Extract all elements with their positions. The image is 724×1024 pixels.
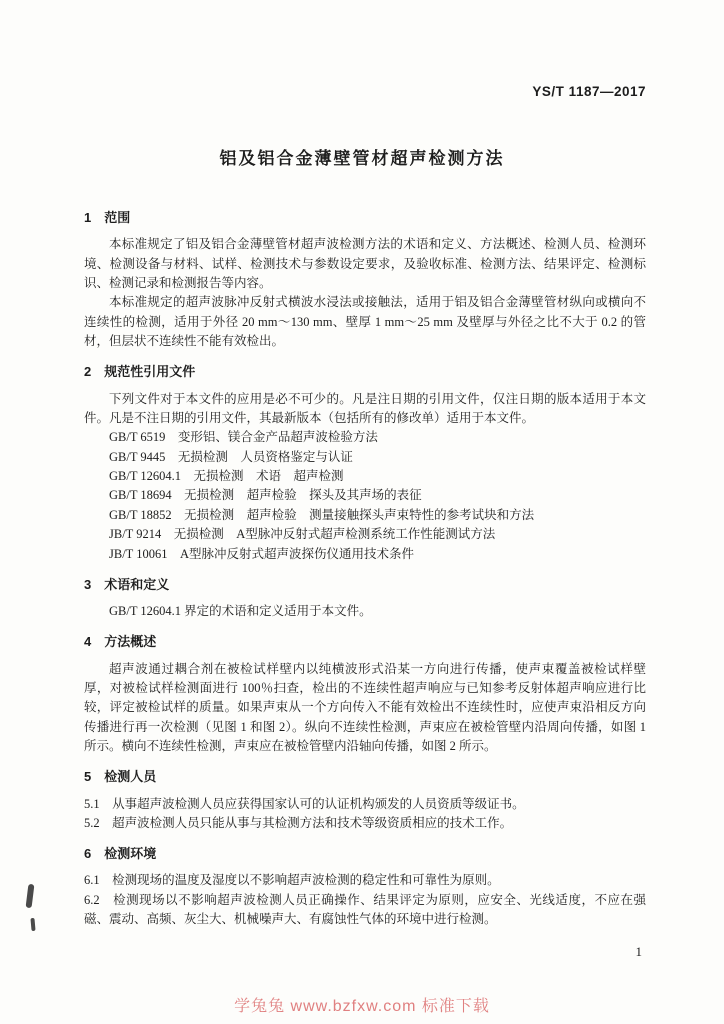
section-heading-terms: 3 术语和定义 xyxy=(84,576,170,592)
clause-5-2: 5.2 超声波检测人员只能从事与其检测方法和技术等级资质相应的技术工作。 xyxy=(84,815,513,830)
scan-artifact xyxy=(26,884,35,909)
watermark: 学兔兔 www.bzfxw.com 标准下载 xyxy=(234,998,490,1015)
scan-artifact xyxy=(30,918,35,931)
section-normative-references xyxy=(84,362,646,564)
section-terms-definitions xyxy=(84,575,646,622)
reference-item: JB/T 10061 A型脉冲反射式超声波探伤仪通用技术条件 xyxy=(109,546,414,561)
doc-number: YS/T 1187—2017 xyxy=(532,84,646,99)
section-environment xyxy=(84,844,646,929)
document-body xyxy=(84,208,646,930)
clause-5-1: 5.1 从事超声波检测人员应获得国家认可的认证机构颁发的人员资质等级证书。 xyxy=(84,796,525,811)
section-heading-personnel: 5 检测人员 xyxy=(84,769,157,785)
reference-item: GB/T 9445 无损检测 人员资格鉴定与认证 xyxy=(109,449,353,464)
paragraph-references-intro: 下列文件对于本文件的应用是必不可少的。凡是注日期的引用文件，仅注日期的版本适用于本文件。凡是不注日期的引用文件，其最新版本（包括所有的修改单）适用于本文件。 xyxy=(84,391,646,425)
page-number: 1 xyxy=(635,944,642,959)
reference-item: GB/T 12604.1 无损检测 术语 超声检测 xyxy=(109,469,344,484)
reference-item: JB/T 9214 无损检测 A型脉冲反射式超声检测系统工作性能测试方法 xyxy=(109,527,496,542)
paragraph-terms: GB/T 12604.1 界定的术语和定义适用于本文件。 xyxy=(109,604,372,619)
reference-item: GB/T 6519 变形铝、镁合金产品超声波检验方法 xyxy=(109,430,378,445)
paragraph-method: 超声波通过耦合剂在被检试样壁内以纯横波形式沿某一方向进行传播，使声束覆盖被检试样壁厚，对被检试样检测面进行 100％扫查，检出的不连续性超声响应与已知参考反射体超声响应进行比较，评定被检试样的质量。如果声束从一个方向传入不能有效检出不连续性时，应使声束沿相反方向传播进行再一次检测（见图 1 和图 2）。纵向不连续性检测，声束应在被检管壁内沿周向传播，如图 1 所示。横向不连续性检测，声束应在被检管壁内沿轴向传播，如图 2 所示。 xyxy=(84,661,646,754)
reference-item: GB/T 18852 无损检测 超声检验 测量接触探头声束特性的参考试块和方法 xyxy=(109,507,535,522)
section-scope xyxy=(84,208,646,351)
section-heading-method: 4 方法概述 xyxy=(84,634,157,650)
section-method-overview xyxy=(84,632,646,756)
clause-6-1: 6.1 检测现场的温度及湿度以不影响超声波检测的稳定性和可靠性为原则。 xyxy=(84,873,500,888)
clause-6-2: 6.2 检测现场以不影响超声波检测人员正确操作、结果评定为原则，应安全、光线适度，不应在强磁、震动、高频、灰尘大、机械噪声大、有腐蚀性气体的环境中进行检测。 xyxy=(84,892,646,927)
section-personnel xyxy=(84,767,646,833)
section-heading-references: 2 规范性引用文件 xyxy=(84,364,196,380)
reference-item: GB/T 18694 无损检测 超声检验 探头及其声场的表征 xyxy=(109,488,422,503)
section-heading-environment: 6 检测环境 xyxy=(84,846,157,862)
paragraph-scope-1: 本标准规定了铝及铝合金薄壁管材超声波检测方法的术语和定义、方法概述、检测人员、检测环境、检测设备与材料、试样、检测技术与参数设定要求，及验收标准、检测方法、结果评定、检测标识、检测记录和检测报告等内容。 xyxy=(84,237,646,290)
paragraph-scope-2: 本标准规定的超声波脉冲反射式横波水浸法或接触法，适用于铝及铝合金薄壁管材纵向或横向不连续性的检测，适用于外径 20 mm～130 mm、壁厚 1 mm～25 mm 及壁厚与外径之比不大于 0.2 的管材，但层状不连续性不能有效检出。 xyxy=(84,295,646,349)
section-heading-scope: 1 范围 xyxy=(84,210,131,225)
document-title: 铝及铝合金薄壁管材超声检测方法 xyxy=(219,149,505,168)
